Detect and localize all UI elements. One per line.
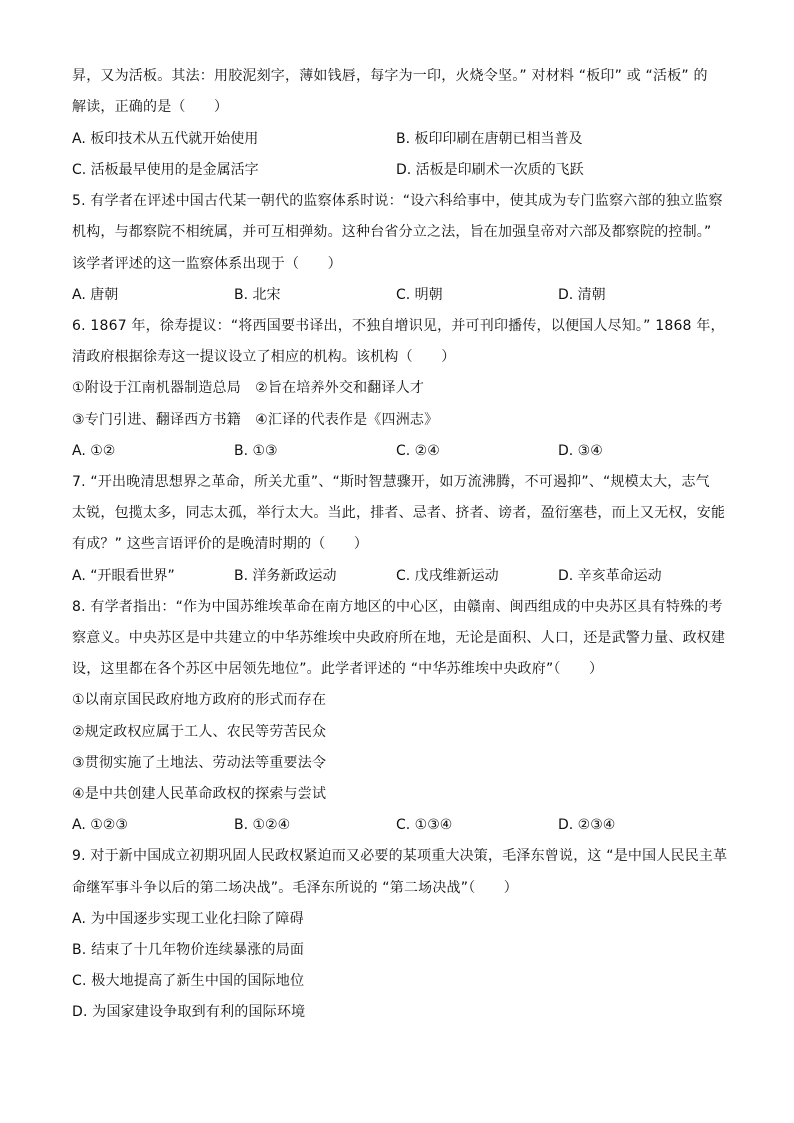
q5-option-d: D. 清朝 xyxy=(558,287,606,303)
q9-option-b: B. 结束了十几年物价连续暴涨的局面 xyxy=(72,942,305,958)
q7-stem-line-1: 7. “开出晚清思想界之革命，所关尤重”、“斯时智慧骤开，如万流沸腾，不可遏抑”、“规模太大，志气 xyxy=(72,474,710,490)
q8-statement-4: ④是中共创建人民革命政权的探索与尝试 xyxy=(72,786,327,802)
q9-stem-line-2: 命继军事斗争以后的第二场决战”。毛泽东所说的 “第二场决战”（ ） xyxy=(72,880,519,896)
q9-stem-line-1: 9. 对于新中国成立初期巩固人民政权紧迫而又必要的某项重大决策，毛泽东曾说，这 “是中国人民民主革 xyxy=(72,848,728,864)
q8-statement-3: ③贯彻实施了土地法、劳动法等重要法令 xyxy=(72,755,327,771)
q7-stem-line-3: 有成？” 这些言语评价的是晚清时期的（ ） xyxy=(72,536,369,552)
q8-option-d: D. ②③④ xyxy=(558,817,616,833)
q8-option-b: B. ①②④ xyxy=(234,817,291,833)
q6-stem-line-2: 清政府根据徐寿这一提议设立了相应的机构。该机构（ ） xyxy=(72,349,456,365)
q9-option-a: A. 为中国逐步实现工业化扫除了障碍 xyxy=(72,911,304,927)
q5-stem-line-3: 该学者评述的这一监察体系出现于（ ） xyxy=(72,256,342,272)
q7-stem-line-2: 太锐，包揽太多，同志太孤，举行太大。当此，排者、忌者、挤者、谤者，盈衍塞巷，而上又无权，安能 xyxy=(72,505,726,521)
q7-option-c: C. 戊戌维新运动 xyxy=(396,568,499,584)
q8-statement-2: ②规定政权应属于工人、农民等劳苦民众 xyxy=(72,724,327,740)
q7-option-a: A. “开眼看世界” xyxy=(72,568,175,584)
q9-option-d: D. 为国家建设争取到有利的国际环境 xyxy=(72,1004,306,1020)
q5-option-b: B. 北宋 xyxy=(234,287,281,303)
q8-option-a: A. ①②③ xyxy=(72,817,128,833)
q5-option-c: C. 明朝 xyxy=(396,287,443,303)
q6-stem-line-1: 6. 1867 年，徐寿提议：“将西国要书译出，不独自增识见，并可刊印播传，以便国人尽知。” 1868 年， xyxy=(72,318,725,334)
q6-statements-2: ③专门引进、翻译西方书籍 ④汇译的代表作是《四洲志》 xyxy=(72,412,439,428)
q8-stem-line-3: 设，这里都在各个苏区中居领先地位”。此学者评述的 “中华苏维埃中央政府”（ ） xyxy=(72,661,604,677)
q6-option-c: C. ②④ xyxy=(396,443,440,459)
q7-option-b: B. 洋务新政运动 xyxy=(234,568,337,584)
q8-option-c: C. ①③④ xyxy=(396,817,453,833)
q9-option-c: C. 极大地提高了新生中国的国际地位 xyxy=(72,973,305,989)
q4-stem-line-1: 昇，又为活板。其法：用胶泥刻字，薄如钱唇，每字为一印，火烧令坚。” 对材料 “板印” 或 “活板” 的 xyxy=(72,68,708,84)
q5-option-a: A. 唐朝 xyxy=(72,287,119,303)
q8-stem-line-2: 察意义。中央苏区是中共建立的中华苏维埃中央政府所在地，无论是面积、人口，还是武警力量、政权建 xyxy=(72,630,726,646)
q4-option-c: C. 活板最早使用的是金属活字 xyxy=(72,162,259,178)
q4-option-d: D. 活板是印刷术一次质的飞跃 xyxy=(396,162,584,178)
q8-stem-line-1: 8. 有学者指出：“作为中国苏维埃革命在南方地区的中心区，由赣南、闽西组成的中央苏区具有特殊的考 xyxy=(72,599,723,615)
q4-stem-line-2: 解读，正确的是（ ） xyxy=(72,99,229,115)
q6-option-a: A. ①② xyxy=(72,443,116,459)
q5-stem-line-1: 5. 有学者在评述中国古代某一朝代的监察体系时说：“设六科给事中，使其成为专门监察六部的独立监察 xyxy=(72,193,723,209)
q5-stem-line-2: 机构，与都察院不相统属，并可互相弹劾。这种台省分立之法，旨在加强皇帝对六部及都察院的控制。” xyxy=(72,224,712,240)
q6-option-d: D. ③④ xyxy=(558,443,603,459)
q8-statement-1: ①以南京国民政府地方政府的形式而存在 xyxy=(72,692,327,708)
q6-option-b: B. ①③ xyxy=(234,443,278,459)
q7-option-d: D. 辛亥革命运动 xyxy=(558,568,662,584)
q4-option-a: A. 板印技术从五代就开始使用 xyxy=(72,131,259,147)
q4-option-b: B. 板印印刷在唐朝已相当普及 xyxy=(396,131,583,147)
q6-statements-1: ①附设于江南机器制造总局 ②旨在培养外交和翻译人才 xyxy=(72,380,425,396)
